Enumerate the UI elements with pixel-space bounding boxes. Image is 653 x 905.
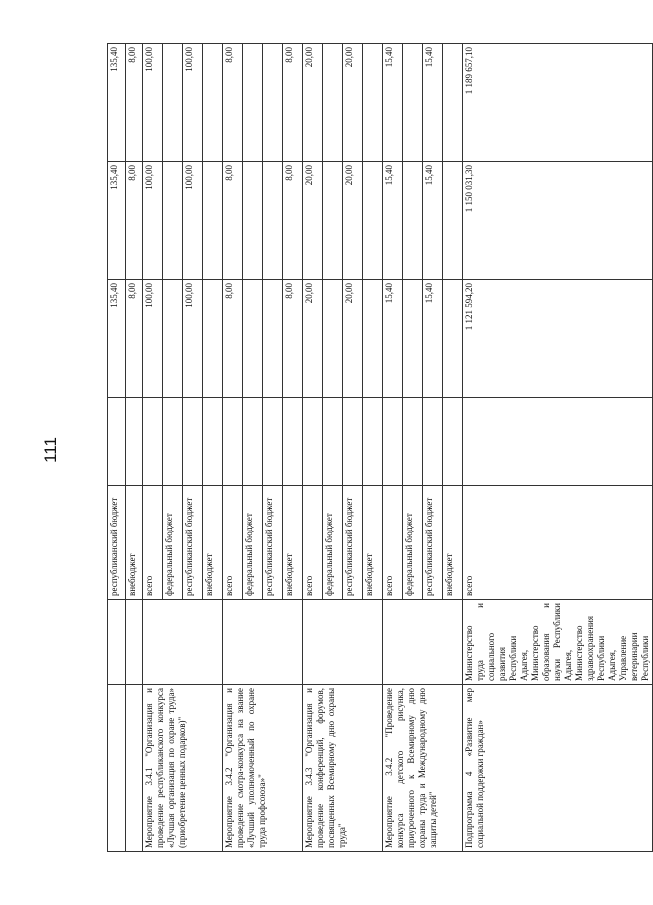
value-col-5: 15,40 (423, 280, 443, 398)
value-col-6: 100,00 (183, 162, 203, 280)
value-col-5 (443, 280, 463, 398)
value-col-7 (323, 44, 343, 162)
funding-source-cell: федеральный бюджет (323, 486, 343, 600)
value-col-5 (403, 280, 423, 398)
value-col-4 (443, 398, 463, 486)
value-col-7: 20,00 (303, 44, 323, 162)
value-col-4 (463, 398, 653, 486)
value-col-6: 100,00 (143, 162, 163, 280)
table-row (223, 44, 243, 852)
funding-source-cell: всего (383, 486, 403, 600)
value-col-4 (323, 398, 343, 486)
value-col-6 (263, 162, 283, 280)
value-col-7 (363, 44, 383, 162)
value-col-5 (243, 280, 263, 398)
value-col-5: 135,40 (108, 280, 126, 398)
value-col-4 (423, 398, 443, 486)
value-col-6: 15,40 (423, 162, 443, 280)
measure-name-cell: Мероприятие 3.4.2 "Организация и проведение смотра-конкурса на звание «Лучший уполномоченный по охране труда профсоюза»" (223, 685, 303, 852)
executor-cell: Министерство труда и социального развития Республики Адыгея, Министерство образования и науки Республики Адыгея, Министерство здравоохранения Республики Адыгея, Управление ветеринарии Республики (463, 600, 653, 685)
table-row (143, 44, 163, 852)
value-col-5 (363, 280, 383, 398)
measure-name-cell (126, 685, 143, 852)
value-col-6: 135,40 (108, 162, 126, 280)
value-col-4 (343, 398, 363, 486)
value-col-7: 100,00 (183, 44, 203, 162)
value-col-6 (243, 162, 263, 280)
value-col-5: 15,40 (383, 280, 403, 398)
value-col-5 (263, 280, 283, 398)
funding-source-cell: всего (463, 486, 653, 600)
value-col-5: 8,00 (126, 280, 143, 398)
value-col-7 (443, 44, 463, 162)
value-col-7: 100,00 (143, 44, 163, 162)
value-col-6: 8,00 (283, 162, 303, 280)
measure-name-cell (108, 685, 126, 852)
funding-source-cell: внебюджет (363, 486, 383, 600)
value-col-6 (163, 162, 183, 280)
value-col-7: 8,00 (126, 44, 143, 162)
executor-cell (383, 600, 463, 685)
value-col-5: 100,00 (143, 280, 163, 398)
funding-source-cell: республиканский бюджет (183, 486, 203, 600)
table-row (463, 44, 653, 852)
value-col-5 (163, 280, 183, 398)
executor-cell (223, 600, 303, 685)
value-col-7: 1 189 657,10 (463, 44, 653, 162)
value-col-7 (203, 44, 223, 162)
value-col-5: 8,00 (283, 280, 303, 398)
value-col-5: 8,00 (223, 280, 243, 398)
funding-source-cell: республиканский бюджет (343, 486, 363, 600)
funding-source-cell: внебюджет (283, 486, 303, 600)
value-col-5: 20,00 (303, 280, 323, 398)
value-col-7 (163, 44, 183, 162)
value-col-5 (203, 280, 223, 398)
value-col-4 (363, 398, 383, 486)
measure-name-cell: Подпрограмма 4 «Развитие мер социальной поддержки граждан» (463, 685, 653, 852)
funding-source-cell: внебюджет (126, 486, 143, 600)
table-row (303, 44, 323, 852)
value-col-6 (443, 162, 463, 280)
value-col-6 (203, 162, 223, 280)
value-col-4 (403, 398, 423, 486)
value-col-5: 100,00 (183, 280, 203, 398)
executor-cell (126, 600, 143, 685)
measure-name-cell: Мероприятие 3.4.2 "Проведение конкурса детского рисунка, приуроченного к Всемирному дню охраны труда и Международному дню защиты детей" (383, 685, 463, 852)
table-row (108, 44, 126, 852)
funding-source-cell: республиканский бюджет (263, 486, 283, 600)
funding-source-cell: внебюджет (203, 486, 223, 600)
value-col-6: 20,00 (303, 162, 323, 280)
value-col-4 (163, 398, 183, 486)
rotated-table-container (107, 44, 650, 852)
value-col-4 (223, 398, 243, 486)
executor-cell (108, 600, 126, 685)
table-row (383, 44, 403, 852)
value-col-5: 1 121 594,20 (463, 280, 653, 398)
value-col-5: 20,00 (343, 280, 363, 398)
funding-source-cell: федеральный бюджет (403, 486, 423, 600)
value-col-7 (243, 44, 263, 162)
value-col-7: 8,00 (223, 44, 243, 162)
funding-source-cell: всего (143, 486, 163, 600)
measure-name-cell: Мероприятие 3.4.1 "Организация и проведение республиканского конкурса «Лучшая организация по охране труда» (приобретение ценных подарков)" (143, 685, 223, 852)
executor-cell (303, 600, 383, 685)
value-col-6: 8,00 (126, 162, 143, 280)
funding-source-cell: республиканский бюджет (108, 486, 126, 600)
funding-source-cell: федеральный бюджет (243, 486, 263, 600)
value-col-5 (323, 280, 343, 398)
value-col-6: 15,40 (383, 162, 403, 280)
table-row (126, 44, 143, 852)
funding-source-cell: всего (303, 486, 323, 600)
value-col-4 (108, 398, 126, 486)
funding-source-cell: всего (223, 486, 243, 600)
value-col-4 (303, 398, 323, 486)
value-col-6: 1 150 031,30 (463, 162, 653, 280)
value-col-4 (263, 398, 283, 486)
value-col-7: 15,40 (423, 44, 443, 162)
value-col-7 (403, 44, 423, 162)
value-col-7: 15,40 (383, 44, 403, 162)
value-col-7 (263, 44, 283, 162)
value-col-6: 8,00 (223, 162, 243, 280)
value-col-7: 8,00 (283, 44, 303, 162)
value-col-4 (283, 398, 303, 486)
value-col-6: 20,00 (343, 162, 363, 280)
value-col-6 (363, 162, 383, 280)
executor-cell (143, 600, 223, 685)
value-col-4 (383, 398, 403, 486)
table-viewport (107, 44, 650, 852)
value-col-6 (323, 162, 343, 280)
value-col-6 (403, 162, 423, 280)
budget-table (107, 43, 653, 852)
value-col-4 (143, 398, 163, 486)
value-col-7: 20,00 (343, 44, 363, 162)
value-col-4 (126, 398, 143, 486)
measure-name-cell: Мероприятие 3.4.3 "Организация и проведение конференций, форумов, посвященных Всемирному дню охраны труда" (303, 685, 383, 852)
funding-source-cell: республиканский бюджет (423, 486, 443, 600)
value-col-7: 135,40 (108, 44, 126, 162)
value-col-4 (183, 398, 203, 486)
page-number: 111 (40, 437, 60, 463)
funding-source-cell: внебюджет (443, 486, 463, 600)
value-col-4 (243, 398, 263, 486)
value-col-4 (203, 398, 223, 486)
funding-source-cell: федеральный бюджет (163, 486, 183, 600)
